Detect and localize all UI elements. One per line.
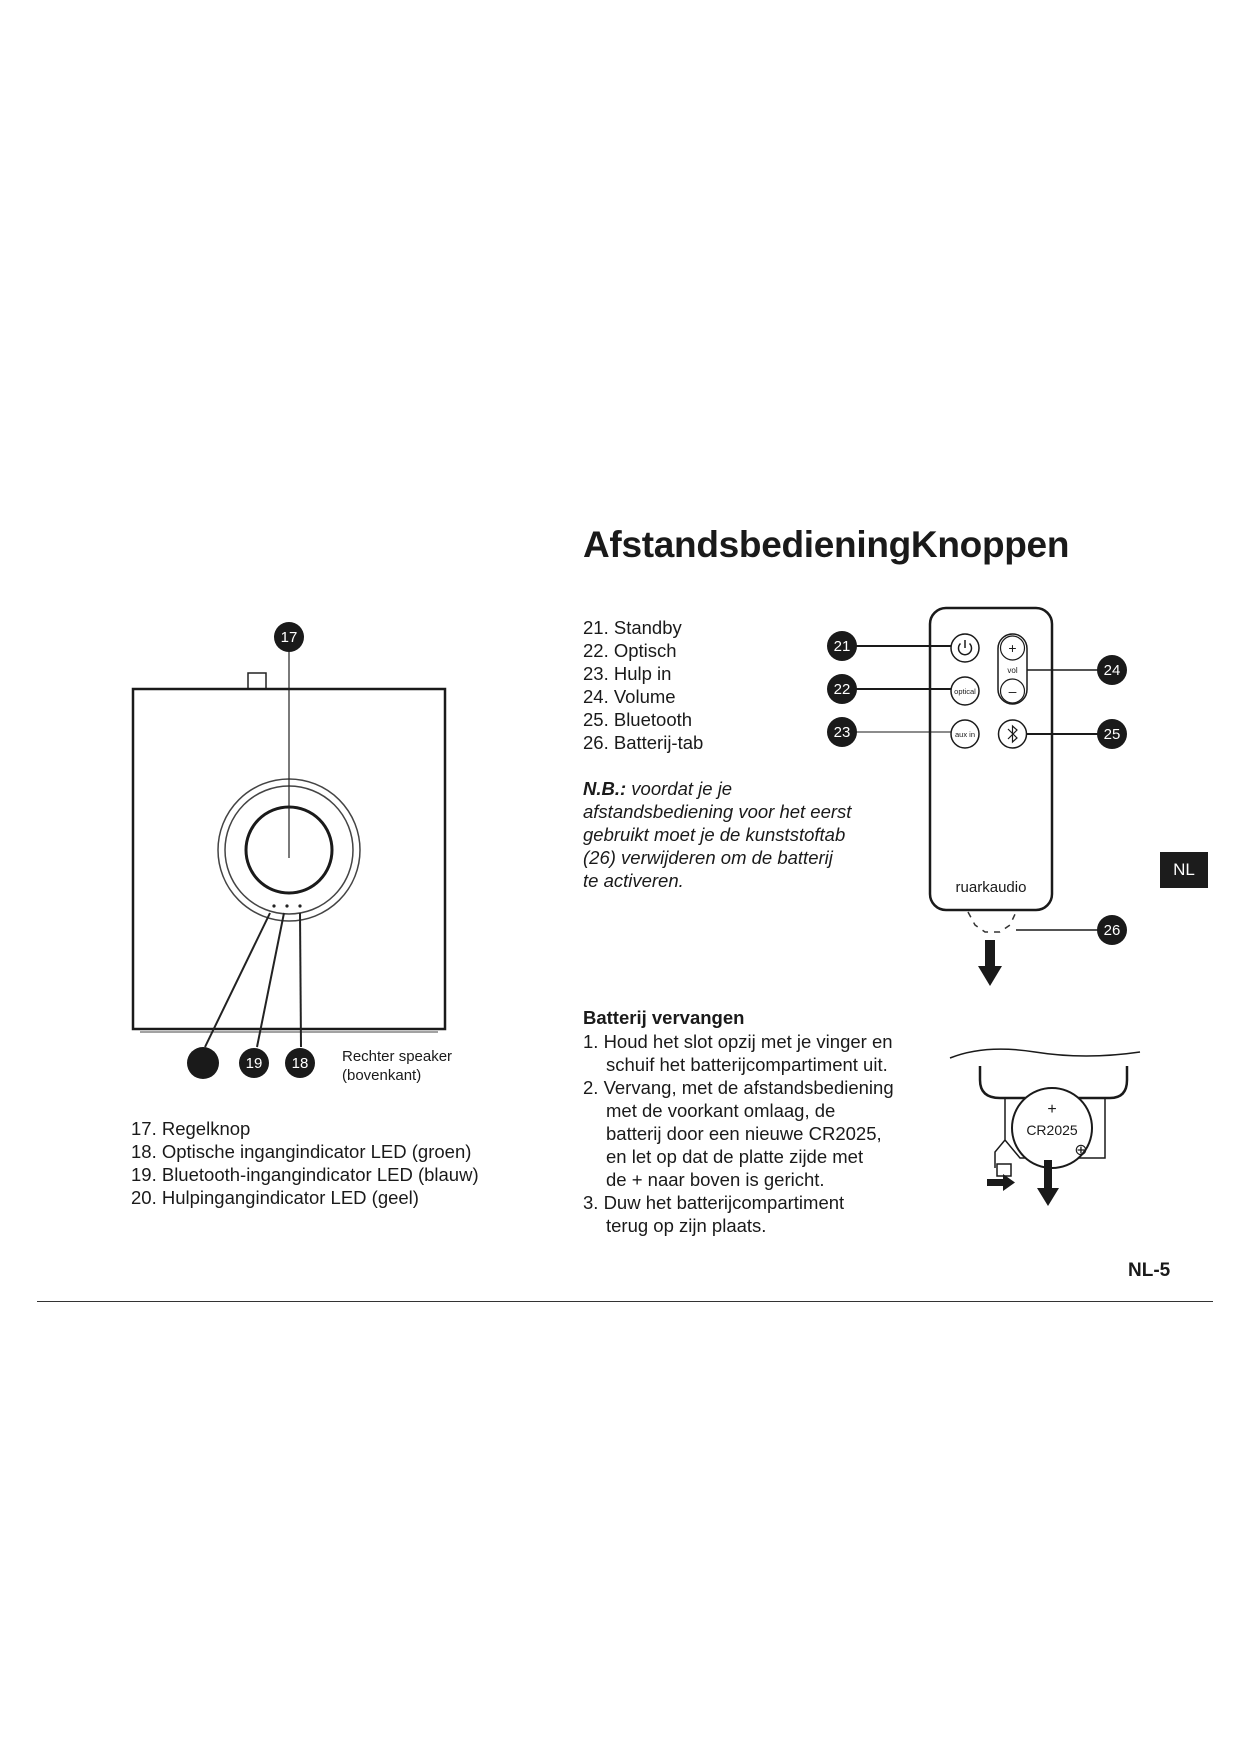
arrow-down-icon [1037,1188,1059,1206]
speaker-diagram [120,600,520,1080]
callout-22-text: 22 [833,681,851,698]
polarity-plus-icon: ⊕ [1074,1142,1088,1159]
brand-logo: ruarkaudio [955,879,1027,896]
arrow-down-icon [978,966,1002,986]
speaker-caption [342,1047,452,1085]
list-item: 25. Bluetooth [583,709,693,730]
battery-steps [583,1030,894,1237]
language-tab: NL [1160,852,1208,888]
aux-in-button-label: aux in [954,730,976,739]
page-title: AfstandsbedieningKnoppen [583,524,1070,565]
optical-button-label: optical [954,687,976,696]
list-item: 3. Duw het batterijcompartiment terug op zijn plaats. [583,1192,845,1236]
battery-latch [997,1164,1011,1176]
battery-tab [968,912,1016,932]
callout-24-text: 24 [1103,662,1121,679]
speaker-parts-list [131,1117,479,1209]
led-optical [298,904,301,907]
battery-diagram [945,1040,1145,1215]
list-item: 1. Houd het slot opzij met je vinger en schuif het batterijcompartiment uit. [583,1031,893,1075]
list-item: 20. Hulpingangindicator LED (geel) [131,1187,419,1208]
battery-heading: Batterij vervangen [583,1007,745,1028]
list-item: 19. Bluetooth-ingangindicator LED (blauw) [131,1164,479,1185]
speaker-caption-line2: (bovenkant) [342,1067,422,1084]
callout-23-text: 23 [833,724,851,741]
volume-up-symbol: + [1008,640,1017,656]
callout-17-text: 17 [280,629,298,646]
list-item: 2. Vervang, met de afstandsbediening met de voorkant omlaag, de batterij door een nieuwe CR2025, en let op dat de platte zijde met de + naar boven is gericht. [583,1077,894,1190]
list-item: 24. Volume [583,686,676,707]
list-item: 21. Standby [583,617,682,638]
callout-20-badge [187,1047,219,1079]
callout-26-text: 26 [1103,922,1121,939]
coin-cell-plus: + [1047,1101,1057,1118]
list-item: 26. Batterij-tab [583,732,704,753]
list-item: 23. Hulp in [583,663,672,684]
list-item: 18. Optische ingangindicator LED (groen) [131,1141,472,1162]
led-aux [272,904,275,907]
callout-19-text: 19 [245,1055,263,1072]
list-item: 17. Regelknop [131,1118,251,1139]
remote-diagram [820,600,1140,1000]
led-bluetooth [285,904,288,907]
speaker-top-button [248,673,266,689]
speaker-caption-line1: Rechter speaker [342,1048,453,1065]
list-item: 22. Optisch [583,640,677,661]
remote-body [930,608,1052,910]
footer-divider [37,1301,1213,1302]
volume-down-symbol: – [1008,683,1017,699]
page-number: NL-5 [1128,1260,1171,1281]
first-use-note: N.B.: voordat je je afstandsbediening voor het eerst gebruikt moet je de kunststoftab (26) verwijderen om de batterij te activeren. [583,778,852,891]
remote-buttons-list [583,616,703,754]
volume-label: vol [1007,666,1018,675]
callout-21-text: 21 [833,638,851,655]
callout-18-text: 18 [291,1055,309,1072]
callout-25-text: 25 [1103,726,1121,743]
coin-cell-label: CR2025 [1026,1122,1078,1138]
